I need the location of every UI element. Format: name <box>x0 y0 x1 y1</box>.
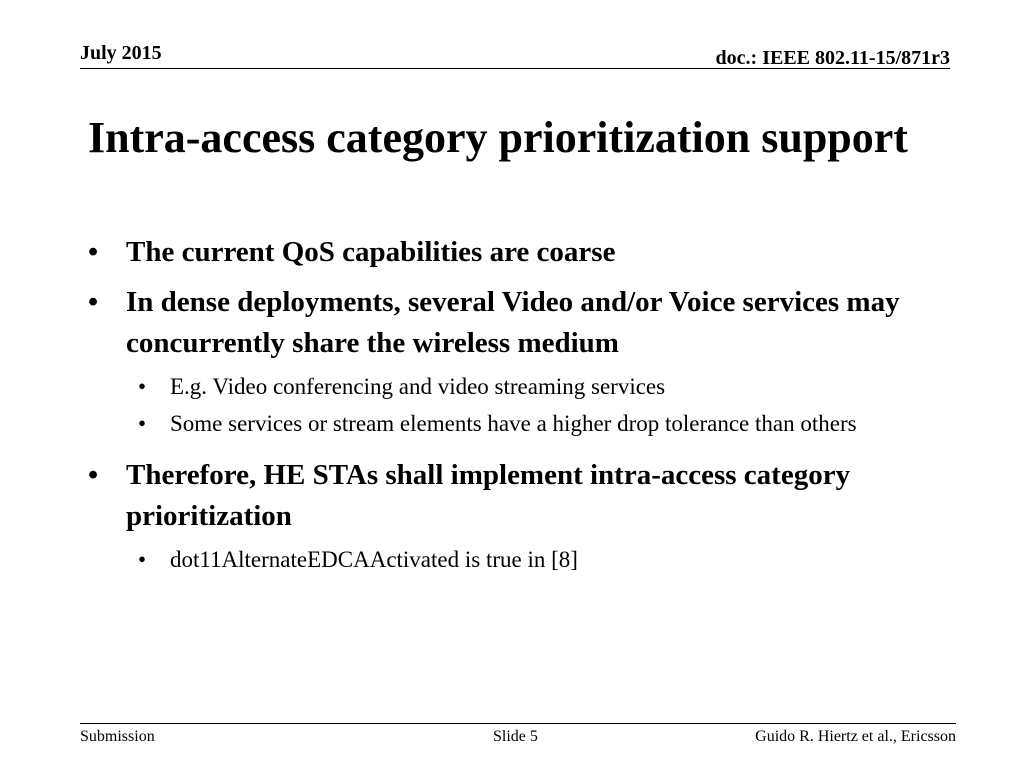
sub-bullet-icon: • <box>138 374 147 399</box>
sub-bullet-item <box>88 369 908 404</box>
footer-slide-number: Slide 5 <box>493 728 538 745</box>
bullet-icon: • <box>88 286 99 318</box>
bullet-text: Therefore, HE STAs shall implement intra-access category prioritization <box>126 459 851 532</box>
footer-submission: Submission <box>80 728 155 745</box>
sub-bullet-icon: • <box>138 547 147 572</box>
bullet-text: In dense deployments, several Video and/or Voice services may concurrently share the wireless medium <box>126 286 900 359</box>
footer-author: Guido R. Hiertz et al., Ericsson <box>755 728 956 745</box>
header-divider <box>80 68 950 69</box>
sub-bullet-item <box>88 542 908 577</box>
header-date: July 2015 <box>80 42 162 64</box>
bullet-item <box>88 282 908 364</box>
slide-title: Intra-access category prioritization support <box>88 113 908 162</box>
slide-body <box>88 232 908 583</box>
bullet-item <box>88 232 908 273</box>
sub-bullet-text: Some services or stream elements have a higher drop tolerance than others <box>170 411 857 436</box>
bullet-icon: • <box>88 236 99 268</box>
bullet-icon: • <box>88 459 99 491</box>
bullet-text: The current QoS capabilities are coarse <box>126 236 616 268</box>
bullet-item <box>88 455 908 537</box>
header-doc-id: doc.: IEEE 802.11-15/871r3 <box>715 47 950 69</box>
sub-bullet-text: E.g. Video conferencing and video streaming services <box>170 374 666 399</box>
sub-bullet-text: dot11AlternateEDCAActivated is true in [8] <box>170 547 578 572</box>
footer-divider <box>80 723 956 724</box>
sub-bullet-item <box>88 406 908 441</box>
sub-bullet-icon: • <box>138 411 147 436</box>
